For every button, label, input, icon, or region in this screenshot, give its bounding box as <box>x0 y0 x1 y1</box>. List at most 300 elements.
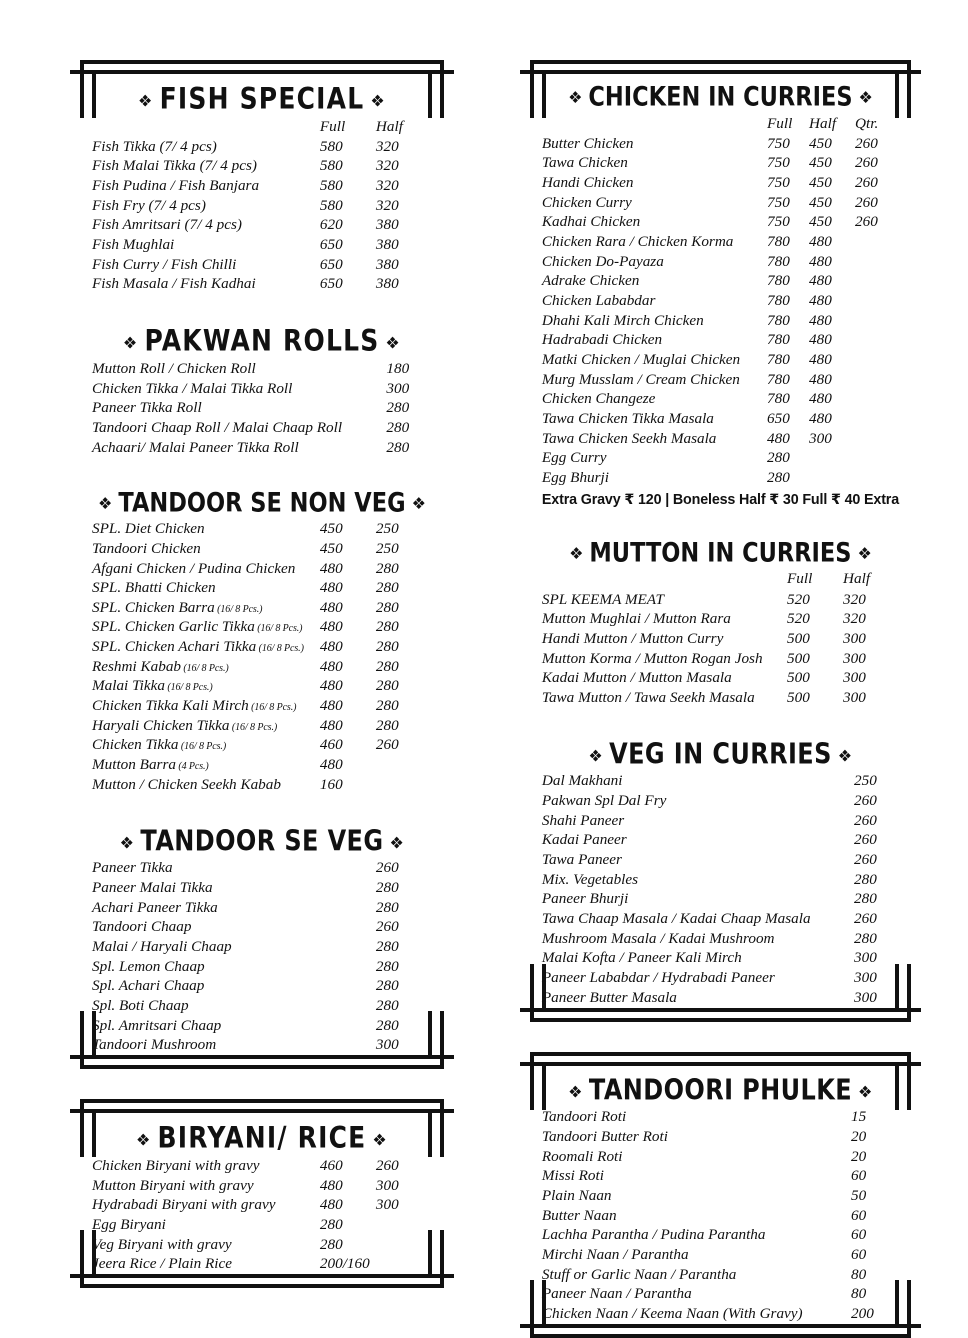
menu-item-price: 780 <box>767 350 790 368</box>
menu-item-price: 450 <box>809 173 832 191</box>
section-spacer <box>542 508 899 530</box>
menu-item-row <box>92 918 432 938</box>
menu-item-row <box>542 390 899 410</box>
menu-item-price: 750 <box>767 173 790 191</box>
menu-item-price <box>855 252 899 272</box>
diamond-ornament-icon: ❖ <box>385 332 401 353</box>
menu-item-price: 300 <box>854 949 877 967</box>
menu-item-price: 380 <box>375 255 399 273</box>
menu-item-price <box>314 937 376 957</box>
menu-item-name: Chicken Changeze <box>541 390 656 408</box>
menu-item-name: Missi Roti <box>541 1167 604 1185</box>
menu-item-row <box>92 657 432 677</box>
menu-item-price: 260 <box>854 831 877 849</box>
menu-item-name: Paneer Naan / Parantha <box>541 1285 692 1303</box>
menu-item-row <box>92 697 432 717</box>
section-title-text: VEG IN CURRIES <box>609 737 832 771</box>
menu-item-price: 250 <box>375 520 399 538</box>
menu-item-price: 280 <box>375 579 399 597</box>
menu-item-name: Tandoori Chaap <box>92 918 192 936</box>
menu-item-price: 480 <box>319 1176 343 1194</box>
menu-item-name: Fish Pudina / Fish Banjara <box>92 176 260 194</box>
menu-item-price: 480 <box>809 272 832 290</box>
diamond-ornament-icon: ❖ <box>122 332 139 353</box>
menu-item-price: 280 <box>375 938 399 955</box>
menu-item-price: 260 <box>854 851 877 869</box>
menu-item-name: Spl. Achari Chaap <box>92 977 205 995</box>
menu-item-row <box>92 196 432 216</box>
diamond-ornament-icon: ❖ <box>135 1129 152 1150</box>
menu-item-row <box>542 173 899 193</box>
menu-item-price <box>809 468 855 488</box>
price-column-header: Half <box>843 570 871 588</box>
menu-item-price: 780 <box>767 311 790 329</box>
section-title-chicken-in-curries <box>542 82 899 113</box>
menu-item-price: 280 <box>386 399 410 417</box>
menu-item-price: 280 <box>375 697 399 715</box>
menu-item-name: Chicken Curry <box>541 193 632 211</box>
menu-item-price <box>811 811 854 831</box>
menu-item-price <box>855 232 899 252</box>
menu-item-row <box>92 898 432 918</box>
menu-item-name: Fish Curry / Fish Chilli <box>92 255 237 273</box>
menu-item-price: 260 <box>375 859 399 877</box>
menu-item-name: Matki Chicken / Muglai Chicken <box>541 350 741 368</box>
menu-item-row <box>542 590 899 610</box>
menu-item-price: 520 <box>787 610 810 628</box>
section-title-text: CHICKEN IN CURRIES <box>588 81 853 113</box>
menu-item-price: 15 <box>851 1108 867 1126</box>
menu-item-name: Tawa Chicken Tikka Masala <box>541 409 714 427</box>
menu-item-row <box>542 1206 899 1226</box>
menu-item-price <box>314 977 376 997</box>
menu-item-price <box>803 1285 851 1305</box>
menu-item-name: SPL. Bhatti Chicken <box>92 579 216 597</box>
section-title-text: TANDOORI PHULKE <box>588 1073 853 1107</box>
menu-item-price: 260 <box>854 792 877 810</box>
menu-item-price: 250 <box>854 772 877 790</box>
menu-item-name: Hydrabadi Biryani with gravy <box>92 1196 276 1214</box>
menu-item-row <box>542 154 899 174</box>
menu-items-table-pakwan-rolls <box>92 359 432 457</box>
menu-item-row <box>542 1285 899 1305</box>
menu-item-price: 650 <box>319 255 343 273</box>
menu-item-price: 300 <box>854 969 877 987</box>
menu-item-price: 380 <box>375 235 399 253</box>
section-title-biryani-rice <box>92 1121 432 1155</box>
menu-item-price <box>811 909 854 929</box>
menu-item-row <box>92 1016 432 1036</box>
menu-item-price: 450 <box>809 154 832 172</box>
menu-item-name: Butter Naan <box>541 1206 617 1224</box>
menu-item-price: 280 <box>375 1016 399 1034</box>
menu-item-price: 480 <box>809 311 832 329</box>
menu-item-name: Kadhai Chicken <box>541 213 641 231</box>
menu-item-price <box>811 831 854 851</box>
menu-item-row <box>92 598 432 618</box>
menu-item-price: 250 <box>375 539 399 557</box>
menu-item-row <box>92 137 432 157</box>
frame-bracket-bar <box>440 60 444 118</box>
menu-item-price: 500 <box>787 688 810 706</box>
menu-item-price: 500 <box>787 649 810 667</box>
menu-item-price: 480 <box>319 1196 343 1214</box>
menu-item-price: 480 <box>319 618 343 636</box>
menu-item-name: Tawa Paneer <box>541 851 622 869</box>
menu-item-pieces: (16/ 8 Pcs.) <box>256 643 304 655</box>
menu-item-row <box>542 429 899 449</box>
menu-item-name: Dhahi Kali Mirch Chicken <box>541 311 704 329</box>
menu-item-price: 460 <box>319 736 343 754</box>
menu-item-price: 280 <box>375 638 399 656</box>
menu-item-price: 60 <box>851 1226 867 1244</box>
menu-item-price: 480 <box>809 390 832 408</box>
menu-frame-block <box>70 60 454 1069</box>
menu-item-price: 200 <box>851 1304 874 1322</box>
menu-item-row <box>92 996 432 1016</box>
menu-item-price: 280 <box>375 618 399 636</box>
menu-item-row <box>542 831 899 851</box>
menu-item-price: 450 <box>809 134 832 152</box>
menu-item-price: 280 <box>375 657 399 675</box>
menu-item-row <box>542 1186 899 1206</box>
menu-item-price: 260 <box>854 811 877 829</box>
menu-item-pieces: (16/ 8 Pcs.) <box>181 662 229 674</box>
menu-item-row <box>542 468 899 488</box>
menu-item-name: Chicken Tikka (16/ 8 Pcs.) <box>92 736 227 754</box>
menu-item-name: Tawa Chicken Seekh Masala <box>541 429 717 447</box>
menu-item-name: Haryali Chicken Tikka (16/ 8 Pcs.) <box>92 716 278 734</box>
menu-item-price: 260 <box>375 918 399 936</box>
menu-item-name: Tandoori Chaap Roll / Malai Chaap Roll <box>92 418 343 436</box>
menu-item-row <box>542 1108 899 1128</box>
menu-item-row <box>92 755 432 775</box>
menu-item-name: Roomali Roti <box>541 1147 623 1165</box>
frame-bracket-bar <box>80 1099 84 1157</box>
menu-item-name: Fish Masala / Fish Kadhai <box>92 275 256 293</box>
header-spacer <box>92 117 314 137</box>
menu-item-name: Reshmi Kabab (16/ 8 Pcs.) <box>92 657 229 675</box>
menu-item-row <box>542 449 899 469</box>
menu-item-row <box>92 1156 432 1176</box>
menu-item-price: 260 <box>375 736 399 754</box>
menu-item-price: 280 <box>767 468 790 486</box>
menu-item-price: 580 <box>319 196 343 214</box>
menu-item-price <box>376 1215 432 1235</box>
menu-item-row <box>92 775 432 795</box>
menu-item-row <box>542 949 899 969</box>
menu-item-price: 300 <box>809 429 832 447</box>
menu-item-name: Jeera Rice / Plain Rice <box>92 1255 232 1273</box>
menu-item-row <box>92 1255 432 1275</box>
menu-item-price: 450 <box>809 213 832 231</box>
menu-item-name: Fish Fry (7/ 4 pcs) <box>92 196 206 214</box>
menu-item-price: 20 <box>851 1128 867 1145</box>
menu-item-price <box>803 1108 851 1128</box>
menu-item-price: 780 <box>767 331 790 349</box>
price-column-header-row <box>542 570 899 590</box>
price-column-header: Half <box>809 114 837 132</box>
menu-frame-block <box>520 1052 921 1338</box>
menu-item-row <box>92 418 432 438</box>
menu-item-price <box>811 968 854 988</box>
menu-item-row <box>542 1167 899 1187</box>
menu-item-row <box>542 792 899 812</box>
section-title-fish-special <box>92 81 432 115</box>
frame-bracket-bar <box>907 1052 911 1110</box>
frame-bracket-bar <box>530 964 534 1022</box>
menu-item-price: 750 <box>767 134 790 152</box>
menu-item-name: Tawa Chicken <box>541 154 628 172</box>
menu-item-row <box>92 359 432 379</box>
menu-item-price <box>855 331 899 351</box>
section-note: Extra Gravy ₹ 120 | Boneless Half ₹ 30 Full ₹ 40 Extra <box>541 491 900 508</box>
menu-item-price: 320 <box>375 176 399 194</box>
menu-frame-block <box>520 60 921 1022</box>
menu-item-name: Tandoori Chicken <box>92 539 201 557</box>
menu-item-row <box>542 370 899 390</box>
menu-item-name: Mutton Roll / Chicken Roll <box>92 359 256 377</box>
menu-item-name: Paneer Bhurji <box>541 890 629 908</box>
menu-item-price: 580 <box>319 137 343 155</box>
menu-items-table-mutton-in-curries <box>542 570 899 708</box>
menu-item-price: 380 <box>375 216 399 234</box>
menu-item-name: Egg Curry <box>541 449 607 467</box>
frame-bracket-bar <box>907 1280 911 1338</box>
menu-frame-block <box>70 1099 454 1288</box>
menu-item-price <box>855 409 899 429</box>
menu-item-price <box>314 1036 376 1056</box>
menu-item-row <box>92 736 432 756</box>
menu-item-name: Malai / Haryali Chaap <box>92 938 232 955</box>
section-title-text: FISH SPECIAL <box>159 81 365 116</box>
menu-item-row <box>542 213 899 233</box>
diamond-ornament-icon: ❖ <box>411 493 426 513</box>
menu-item-row <box>92 438 432 458</box>
menu-item-price: 650 <box>319 235 343 253</box>
menu-item-name: Fish Amritsari (7/ 4 pcs) <box>92 216 242 234</box>
menu-item-name: Tandoori Roti <box>541 1108 627 1126</box>
menu-item-name: Mushroom Masala / Kadai Mushroom <box>541 929 775 947</box>
menu-item-price: 280 <box>375 977 399 995</box>
menu-item-name: Chicken Rara / Chicken Korma <box>541 232 734 250</box>
menu-item-price: 280 <box>375 957 399 975</box>
menu-item-price <box>803 1265 851 1285</box>
diamond-ornament-icon: ❖ <box>858 1081 873 1101</box>
menu-item-row <box>92 859 432 879</box>
menu-item-name: Adrake Chicken <box>541 272 640 290</box>
section-title-text: PAKWAN ROLLS <box>144 323 380 358</box>
menu-item-name: Mirchi Naan / Parantha <box>541 1245 689 1263</box>
menu-item-name: Murg Musslam / Cream Chicken <box>541 370 740 388</box>
menu-item-price: 200/160 <box>319 1255 370 1273</box>
menu-item-price: 60 <box>851 1206 867 1224</box>
menu-item-price: 480 <box>319 716 343 734</box>
price-column-header: Full <box>767 114 793 132</box>
frame-bracket-bar <box>907 964 911 1022</box>
menu-item-price <box>314 878 376 898</box>
frame-bracket-bar <box>530 60 534 118</box>
menu-item-price: 580 <box>319 176 343 194</box>
diamond-ornament-icon: ❖ <box>372 1129 388 1150</box>
menu-item-price <box>342 418 386 438</box>
frame-bracket-bar <box>530 1280 534 1338</box>
menu-item-price: 280 <box>854 890 877 908</box>
menu-item-price: 480 <box>809 232 832 250</box>
menu-item-price <box>803 1206 851 1226</box>
menu-item-name: Mix. Vegetables <box>541 870 639 888</box>
menu-item-price <box>811 890 854 910</box>
menu-item-price: 480 <box>319 657 343 675</box>
menu-items-table-tandoor-se-veg <box>92 859 432 1056</box>
menu-item-row <box>542 610 899 630</box>
menu-item-row <box>92 559 432 579</box>
menu-item-row <box>92 977 432 997</box>
menu-item-price: 480 <box>319 697 343 715</box>
frame-bracket-bar <box>440 1011 444 1069</box>
diamond-ornament-icon: ❖ <box>568 1081 583 1101</box>
menu-item-row <box>92 716 432 736</box>
frame-bracket-bar <box>440 1230 444 1288</box>
menu-item-price: 480 <box>809 350 832 368</box>
menu-item-price: 60 <box>851 1245 867 1263</box>
section-title-tandoor-se-non-veg <box>92 487 432 518</box>
menu-item-name: Handi Mutton / Mutton Curry <box>541 629 724 647</box>
menu-item-row <box>92 255 432 275</box>
frame-bracket-bar <box>80 60 84 118</box>
menu-item-price: 780 <box>767 291 790 309</box>
menu-item-name: Chicken Tikka Kali Mirch (16/ 8 Pcs.) <box>92 697 297 715</box>
menu-item-price: 260 <box>375 1156 399 1174</box>
menu-item-price <box>811 929 854 949</box>
menu-item-price <box>803 1245 851 1265</box>
menu-item-name: Kadai Paneer <box>541 831 627 849</box>
menu-column-left <box>40 60 486 1273</box>
menu-item-price: 300 <box>375 1036 399 1054</box>
menu-item-price: 750 <box>767 213 790 231</box>
menu-item-price: 160 <box>319 775 343 793</box>
menu-item-price: 300 <box>843 669 866 687</box>
diamond-ornament-icon: ❖ <box>858 87 873 108</box>
frame-bracket-bar <box>80 1011 84 1069</box>
menu-item-price <box>803 1127 851 1147</box>
menu-item-price: 280 <box>854 870 877 888</box>
section-title-mutton-in-curries <box>542 538 899 569</box>
menu-item-price <box>342 379 386 399</box>
menu-item-price <box>803 1304 851 1324</box>
menu-item-name: Mutton / Chicken Seekh Kabab <box>92 775 281 793</box>
menu-item-price: 380 <box>375 275 399 293</box>
menu-item-price <box>314 859 376 879</box>
menu-item-price: 480 <box>809 331 832 349</box>
diamond-ornament-icon: ❖ <box>857 543 872 564</box>
menu-items-table-tandoori-phulke <box>542 1108 899 1324</box>
menu-item-price <box>809 449 855 469</box>
menu-item-price <box>314 918 376 938</box>
section-spacer <box>92 294 432 316</box>
menu-item-row <box>92 1196 432 1216</box>
menu-item-price: 280 <box>375 677 399 695</box>
menu-item-price <box>855 311 899 331</box>
menu-item-price <box>342 438 386 458</box>
menu-item-price: 580 <box>319 157 343 175</box>
menu-item-price: 180 <box>386 359 410 377</box>
menu-item-row <box>92 579 432 599</box>
diamond-ornament-icon: ❖ <box>370 90 386 110</box>
menu-item-price: 300 <box>854 988 877 1006</box>
menu-item-price: 320 <box>375 196 399 214</box>
menu-item-price: 300 <box>843 649 866 667</box>
menu-item-pieces: (4 Pcs.) <box>175 761 209 773</box>
price-column-header-row <box>542 114 899 134</box>
frame-content <box>541 81 900 1008</box>
menu-item-pieces: (16/ 8 Pcs.) <box>254 623 303 635</box>
menu-item-price <box>811 851 854 871</box>
menu-item-name: Afgani Chicken / Pudina Chicken <box>92 559 296 577</box>
menu-item-price: 280 <box>386 418 410 436</box>
menu-item-price: 650 <box>319 275 343 293</box>
menu-item-name: Plain Naan <box>541 1186 612 1204</box>
menu-item-price: 300 <box>843 629 866 647</box>
menu-item-row <box>542 272 899 292</box>
menu-item-price: 300 <box>375 1196 399 1214</box>
menu-item-name: Chicken Naan / Keema Naan (With Gravy) <box>541 1304 803 1322</box>
menu-item-row <box>542 929 899 949</box>
menu-item-price: 280 <box>386 438 410 456</box>
menu-items-table-fish-special <box>92 117 432 294</box>
menu-item-row <box>542 232 899 252</box>
header-spacer <box>542 114 763 134</box>
menu-item-price: 780 <box>767 370 790 388</box>
menu-item-price: 280 <box>854 929 877 947</box>
menu-item-price: 280 <box>375 716 399 734</box>
menu-item-name: Spl. Amritsari Chaap <box>92 1016 222 1034</box>
menu-item-pieces: (16/ 8 Pcs.) <box>214 603 263 615</box>
menu-item-row <box>542 1245 899 1265</box>
menu-item-row <box>92 379 432 399</box>
menu-item-row <box>542 629 899 649</box>
section-spacer <box>542 708 899 730</box>
menu-item-price: 300 <box>386 379 410 397</box>
menu-item-price: 80 <box>851 1285 867 1303</box>
frame-content <box>92 81 432 1055</box>
menu-item-price: 260 <box>855 213 878 231</box>
menu-item-name: Shahi Paneer <box>541 811 625 829</box>
menu-item-name: Tawa Chaap Masala / Kadai Chaap Masala <box>541 910 811 928</box>
price-column-header: Half <box>375 117 403 135</box>
menu-item-price <box>342 359 386 379</box>
menu-item-price: 480 <box>809 370 832 388</box>
menu-item-row <box>92 677 432 697</box>
menu-item-price <box>376 1255 432 1275</box>
menu-item-price <box>376 755 432 775</box>
menu-item-row <box>542 811 899 831</box>
menu-item-name: Stuff or Garlic Naan / Parantha <box>541 1265 737 1283</box>
menu-item-name: SPL. Chicken Garlic Tikka (16/ 8 Pcs.) <box>92 618 303 636</box>
section-spacer <box>92 795 432 817</box>
menu-item-price: 280 <box>375 598 399 616</box>
diamond-ornament-icon: ❖ <box>588 745 604 765</box>
menu-item-price: 280 <box>375 996 399 1014</box>
menu-item-name: Egg Bhurji <box>541 468 609 486</box>
menu-item-price: 480 <box>767 429 790 447</box>
menu-item-name: Kadai Mutton / Mutton Masala <box>541 669 732 687</box>
menu-item-price <box>855 350 899 370</box>
menu-item-row <box>542 134 899 154</box>
menu-item-price: 280 <box>319 1215 343 1233</box>
menu-item-name: SPL. Diet Chicken <box>92 520 205 538</box>
menu-item-name: Chicken Biryani with gravy <box>92 1156 260 1174</box>
